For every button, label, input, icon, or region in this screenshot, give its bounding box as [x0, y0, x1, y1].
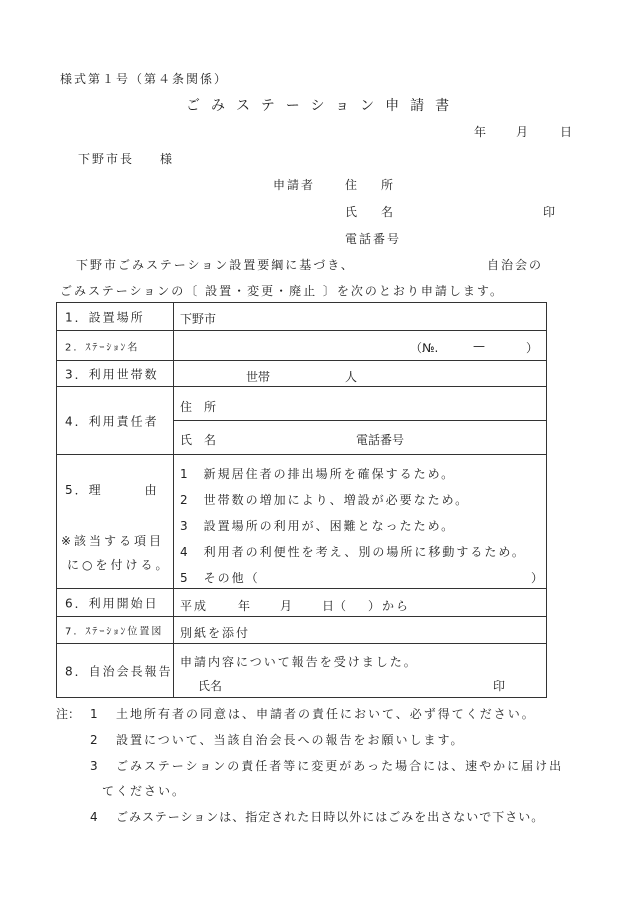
reason-note-line1: ※該当する項目 [61, 534, 165, 548]
station-no-label: （№. [410, 341, 439, 355]
label-responsible-person: 4．利用責任者 [65, 414, 159, 428]
field-start-date[interactable] [174, 589, 546, 616]
field-households[interactable] [174, 361, 546, 386]
addressee: 下野市長 [78, 152, 135, 166]
addressee-honorific: 様 [160, 152, 173, 166]
responsible-address-label: 住 所 [180, 400, 217, 414]
reason-option-2[interactable]: 2 世帯数の増加により、増設が必要なため。 [180, 493, 470, 507]
reason-note-line2: に○を付ける。 [67, 558, 171, 572]
label-council-report: 8．自治会長報告 [65, 664, 173, 678]
applicant-seal: 印 [543, 205, 556, 219]
note-number-4: 4 [90, 810, 98, 824]
persons-unit: 人 [345, 370, 358, 384]
row-location-map [57, 617, 546, 644]
responsible-phone-label: 電話番号 [356, 433, 405, 447]
note-text-1: 土地所有者の同意は、申請者の責任において、必ず得てください。 [116, 707, 536, 721]
row-start-date [57, 589, 546, 617]
note-number-2: 2 [90, 733, 98, 747]
reason-option-3[interactable]: 3 設置場所の利用が、困難となったため。 [180, 519, 456, 533]
note-text-3-cont: てください。 [102, 784, 187, 798]
label-households: 3．利用世帯数 [65, 367, 159, 381]
notes-prefix: 注： [56, 707, 81, 721]
label-location: 1．設置場所 [65, 310, 145, 324]
location-value: 下野市 [180, 312, 217, 326]
reason-other-close: ） [531, 571, 544, 585]
responsible-name-label: 氏 名 [180, 433, 217, 447]
council-name-label: 氏名 [198, 679, 223, 693]
date-day-label: 日 [560, 125, 573, 139]
council-report-text: 申請内容について報告を受けました。 [180, 655, 418, 669]
note-text-2: 設置について、当該自治会長への報告をお願いします。 [116, 733, 465, 747]
divider [174, 420, 546, 421]
location-map-value: 別紙を添付 [180, 626, 251, 640]
body-line2: ごみステーションの〔 設置・変更・廃止 〕を次のとおり申請します。 [60, 284, 504, 298]
start-date-suffix: ）から [368, 599, 411, 613]
row-reason [57, 455, 546, 589]
households-unit: 世帯 [246, 370, 271, 384]
station-no-dash: — [473, 339, 485, 353]
form-number: 様式第１号（第４条関係） [60, 72, 229, 86]
applicant-name-label: 氏 名 [345, 205, 394, 219]
note-text-3: ごみステーションの責任者等に変更があった場合には、速やかに届け出 [116, 759, 564, 773]
station-no-close: ） [526, 341, 539, 355]
field-station-name[interactable] [174, 331, 546, 360]
label-start-date: 6．利用開始日 [65, 596, 159, 610]
row-council-report [57, 644, 546, 697]
start-date-year: 年 [238, 599, 251, 613]
row-households [57, 361, 546, 387]
applicant-address-label: 住 所 [345, 178, 394, 192]
document-title: ごみステーション申請書 [186, 98, 461, 114]
start-date-day: 日（ [322, 599, 347, 613]
note-number-3: 3 [90, 759, 98, 773]
start-date-era: 平成 [180, 599, 209, 613]
reason-option-4[interactable]: 4 利用者の利便性を考え、別の場所に移動するため。 [180, 545, 526, 559]
body-line1-start: 下野市ごみステーション設置要綱に基づき、 [76, 258, 355, 272]
field-location[interactable] [174, 303, 546, 330]
field-location-map[interactable] [174, 617, 546, 643]
start-date-month: 月 [280, 599, 293, 613]
label-reason: 5．理 由 [65, 483, 159, 497]
body-line1-end: 自治会の [487, 258, 544, 272]
row-location [57, 303, 546, 331]
date-year-label: 年 [474, 125, 487, 139]
row-responsible-person [57, 387, 546, 455]
reason-option-5[interactable]: 5 その他（ [180, 571, 260, 585]
applicant-label: 申請者 [273, 178, 316, 192]
council-seal: 印 [493, 679, 506, 693]
label-location-map: 7．ｽﾃｰｼｮﾝ位置図 [65, 626, 164, 638]
field-responsible-address[interactable] [174, 387, 546, 420]
reason-option-1[interactable]: 1 新規居住者の排出場所を確保するため。 [180, 467, 456, 481]
note-number-1: 1 [90, 707, 98, 721]
field-responsible-name[interactable] [174, 421, 546, 454]
date-month-label: 月 [516, 125, 529, 139]
application-table [56, 302, 547, 698]
applicant-phone-label: 電話番号 [345, 232, 402, 246]
label-station-name: 2．ｽﾃｰｼｮﾝ名 [65, 342, 140, 353]
field-council-report[interactable] [174, 644, 546, 697]
row-station-name [57, 331, 546, 361]
note-text-4: ごみステーションは、指定された日時以外にはごみを出さないで下さい。 [116, 810, 545, 824]
